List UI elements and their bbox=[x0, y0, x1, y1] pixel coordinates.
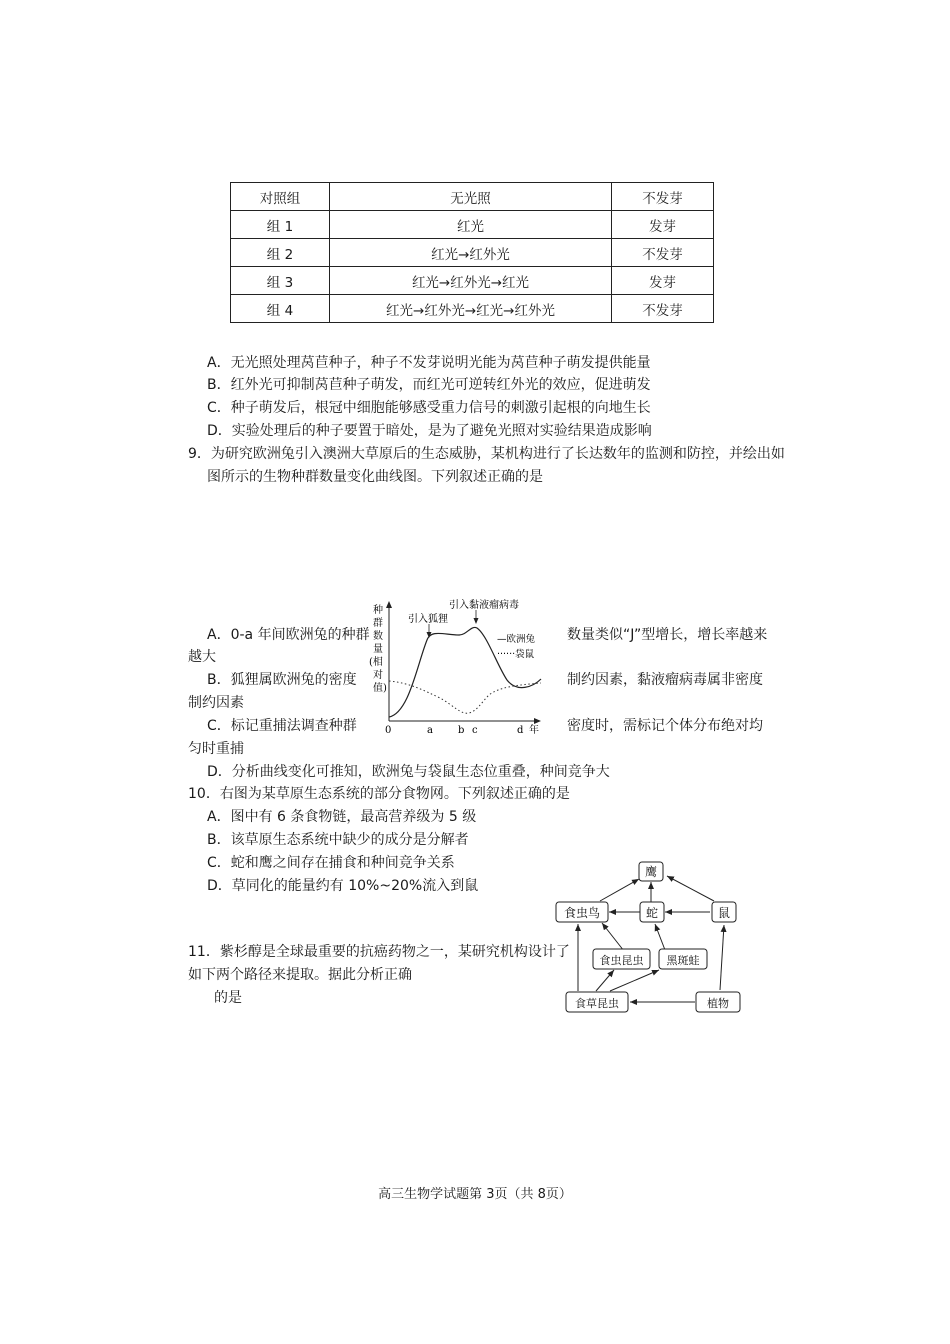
q9-option-b-right: 制约因素，黏液瘤病毒属非密度 bbox=[567, 672, 763, 688]
table-cell: 组 1 bbox=[231, 211, 330, 239]
q9-option-b-cont: 制约因素 bbox=[188, 695, 244, 711]
edge-frog-to-snake bbox=[655, 924, 665, 950]
table-cell: 红光→红外光 bbox=[330, 239, 612, 267]
q9-option-c-right: 密度时，需标记个体分布绝对均 bbox=[567, 718, 763, 734]
table-cell: 组 2 bbox=[231, 239, 330, 267]
edge-mouse-to-eagle bbox=[667, 876, 714, 901]
node-snake: 蛇 bbox=[645, 906, 659, 920]
q9-option-a-right: 数量类似“J”型增长，增长率越来 bbox=[567, 627, 768, 643]
q9-option-b-left: B．狐狸属欧洲兔的密度 bbox=[207, 672, 357, 688]
node-mouse: 鼠 bbox=[717, 906, 731, 920]
q9-stem-line2: 图所示的生物种群数量变化曲线图。下列叙述正确的是 bbox=[207, 469, 543, 485]
q10-option-b: B．该草原生态系统中缺少的成分是分解者 bbox=[207, 832, 469, 848]
edge-herbivore-to-insecteater bbox=[596, 970, 614, 991]
edge-insecteater-to-bird bbox=[602, 923, 624, 951]
x-axis-label: 年 bbox=[529, 725, 539, 736]
table-cell: 无光照 bbox=[330, 183, 612, 211]
table-cell: 组 4 bbox=[231, 295, 330, 323]
edge-herbivore-to-frog bbox=[610, 970, 659, 991]
q10-stem: 10．右图为某草原生态系统的部分食物网。下列叙述正确的是 bbox=[188, 786, 570, 802]
q8-option-d: D．实验处理后的种子要置于暗处，是为了避免光照对实验结果造成影响 bbox=[207, 423, 652, 439]
q9-option-a-left: A．0-a 年间欧洲兔的种群 bbox=[207, 627, 370, 643]
x-axis-arrow bbox=[534, 718, 541, 724]
annotation-fox: 引入狐狸 bbox=[408, 614, 448, 625]
page-footer: 高三生物学试题第 3页（共 8页） bbox=[378, 1187, 572, 1202]
node-plant: 植物 bbox=[707, 997, 729, 1010]
edge-plant-to-mouse bbox=[720, 925, 724, 990]
table-row bbox=[231, 211, 714, 239]
table-row bbox=[231, 295, 714, 323]
q10-option-c: C．蛇和鹰之间存在捕食和种间竞争关系 bbox=[207, 855, 455, 871]
y-axis-arrow bbox=[386, 601, 392, 608]
table-cell: 红光→红外光→红光→红外光 bbox=[330, 295, 612, 323]
x-tick-a: a bbox=[427, 725, 433, 736]
experiment-table bbox=[230, 182, 714, 323]
table-row bbox=[231, 183, 714, 211]
table-cell: 发芽 bbox=[612, 211, 714, 239]
q9-stem-line1: 9．为研究欧洲兔引入澳洲大草原后的生态威胁，某机构进行了长达数年的监测和防控，并绘出如 bbox=[188, 446, 785, 462]
x-tick-d: d bbox=[517, 725, 524, 736]
x-tick-0: 0 bbox=[385, 725, 392, 736]
y-axis-label-char: 数 bbox=[373, 631, 383, 642]
x-tick-c: c bbox=[472, 725, 478, 736]
table-cell: 红光→红外光→红光 bbox=[330, 267, 612, 295]
legend-kangaroo: ······袋鼠 bbox=[497, 649, 535, 660]
y-axis-label-char: (相 bbox=[369, 657, 383, 668]
y-axis-label-char: 对 bbox=[373, 670, 383, 681]
table-cell: 组 3 bbox=[231, 267, 330, 295]
annotation-virus-arrowhead bbox=[474, 618, 479, 624]
y-axis-label-char: 值) bbox=[373, 683, 387, 694]
q11-stem-line3: 的是 bbox=[214, 990, 242, 1006]
node-insect-bird: 食虫鸟 bbox=[563, 906, 601, 920]
q8-option-a: A．无光照处理莴苣种子，种子不发芽说明光能为莴苣种子萌发提供能量 bbox=[207, 355, 651, 371]
food-web-diagram bbox=[552, 854, 747, 1016]
annotation-virus: 引入黏液瘤病毒 bbox=[449, 600, 519, 611]
node-frog: 黑斑蛙 bbox=[666, 954, 700, 967]
population-chart bbox=[365, 595, 560, 740]
node-herbivorous-insect: 食草昆虫 bbox=[575, 997, 619, 1010]
q9-option-c-left: C．标记重捕法调查种群 bbox=[207, 718, 357, 734]
table-cell: 对照组 bbox=[231, 183, 330, 211]
table-cell: 发芽 bbox=[612, 267, 714, 295]
table-row bbox=[231, 239, 714, 267]
y-axis-label-char: 量 bbox=[373, 644, 383, 655]
q9-option-c-cont: 匀时重捕 bbox=[188, 741, 244, 757]
table-cell: 不发芽 bbox=[612, 183, 714, 211]
table-cell: 不发芽 bbox=[612, 295, 714, 323]
q8-option-b: B．红外光可抑制莴苣种子萌发，而红光可逆转红外光的效应，促进萌发 bbox=[207, 377, 651, 393]
y-axis-label-char: 种 bbox=[373, 605, 383, 616]
q10-option-d: D．草同化的能量约有 10%~20%流入到鼠 bbox=[207, 878, 479, 894]
table-cell: 不发芽 bbox=[612, 239, 714, 267]
q11-stem-line2: 如下两个路径来提取。据此分析正确 bbox=[188, 967, 412, 983]
q9-option-d: D．分析曲线变化可推知，欧洲兔与袋鼠生态位重叠，种间竞争大 bbox=[207, 764, 610, 780]
node-eagle: 鹰 bbox=[644, 865, 658, 879]
x-tick-b: b bbox=[458, 725, 465, 736]
y-axis-label-char: 群 bbox=[373, 618, 383, 629]
q11-stem-line1: 11．紫杉醇是全球最重要的抗癌药物之一，某研究机构设计了 bbox=[188, 944, 570, 960]
q10-option-a: A．图中有 6 条食物链，最高营养级为 5 级 bbox=[207, 809, 477, 825]
edge-bird-to-eagle bbox=[600, 879, 639, 901]
q8-option-c: C．种子萌发后，根冠中细胞能够感受重力信号的刺激引起根的向地生长 bbox=[207, 400, 651, 416]
legend-rabbit: —欧洲兔 bbox=[497, 634, 536, 645]
table-cell: 红光 bbox=[330, 211, 612, 239]
node-insectivorous-insect: 食虫昆虫 bbox=[599, 954, 644, 967]
table-row bbox=[231, 267, 714, 295]
q9-option-a-cont: 越大 bbox=[188, 649, 216, 665]
